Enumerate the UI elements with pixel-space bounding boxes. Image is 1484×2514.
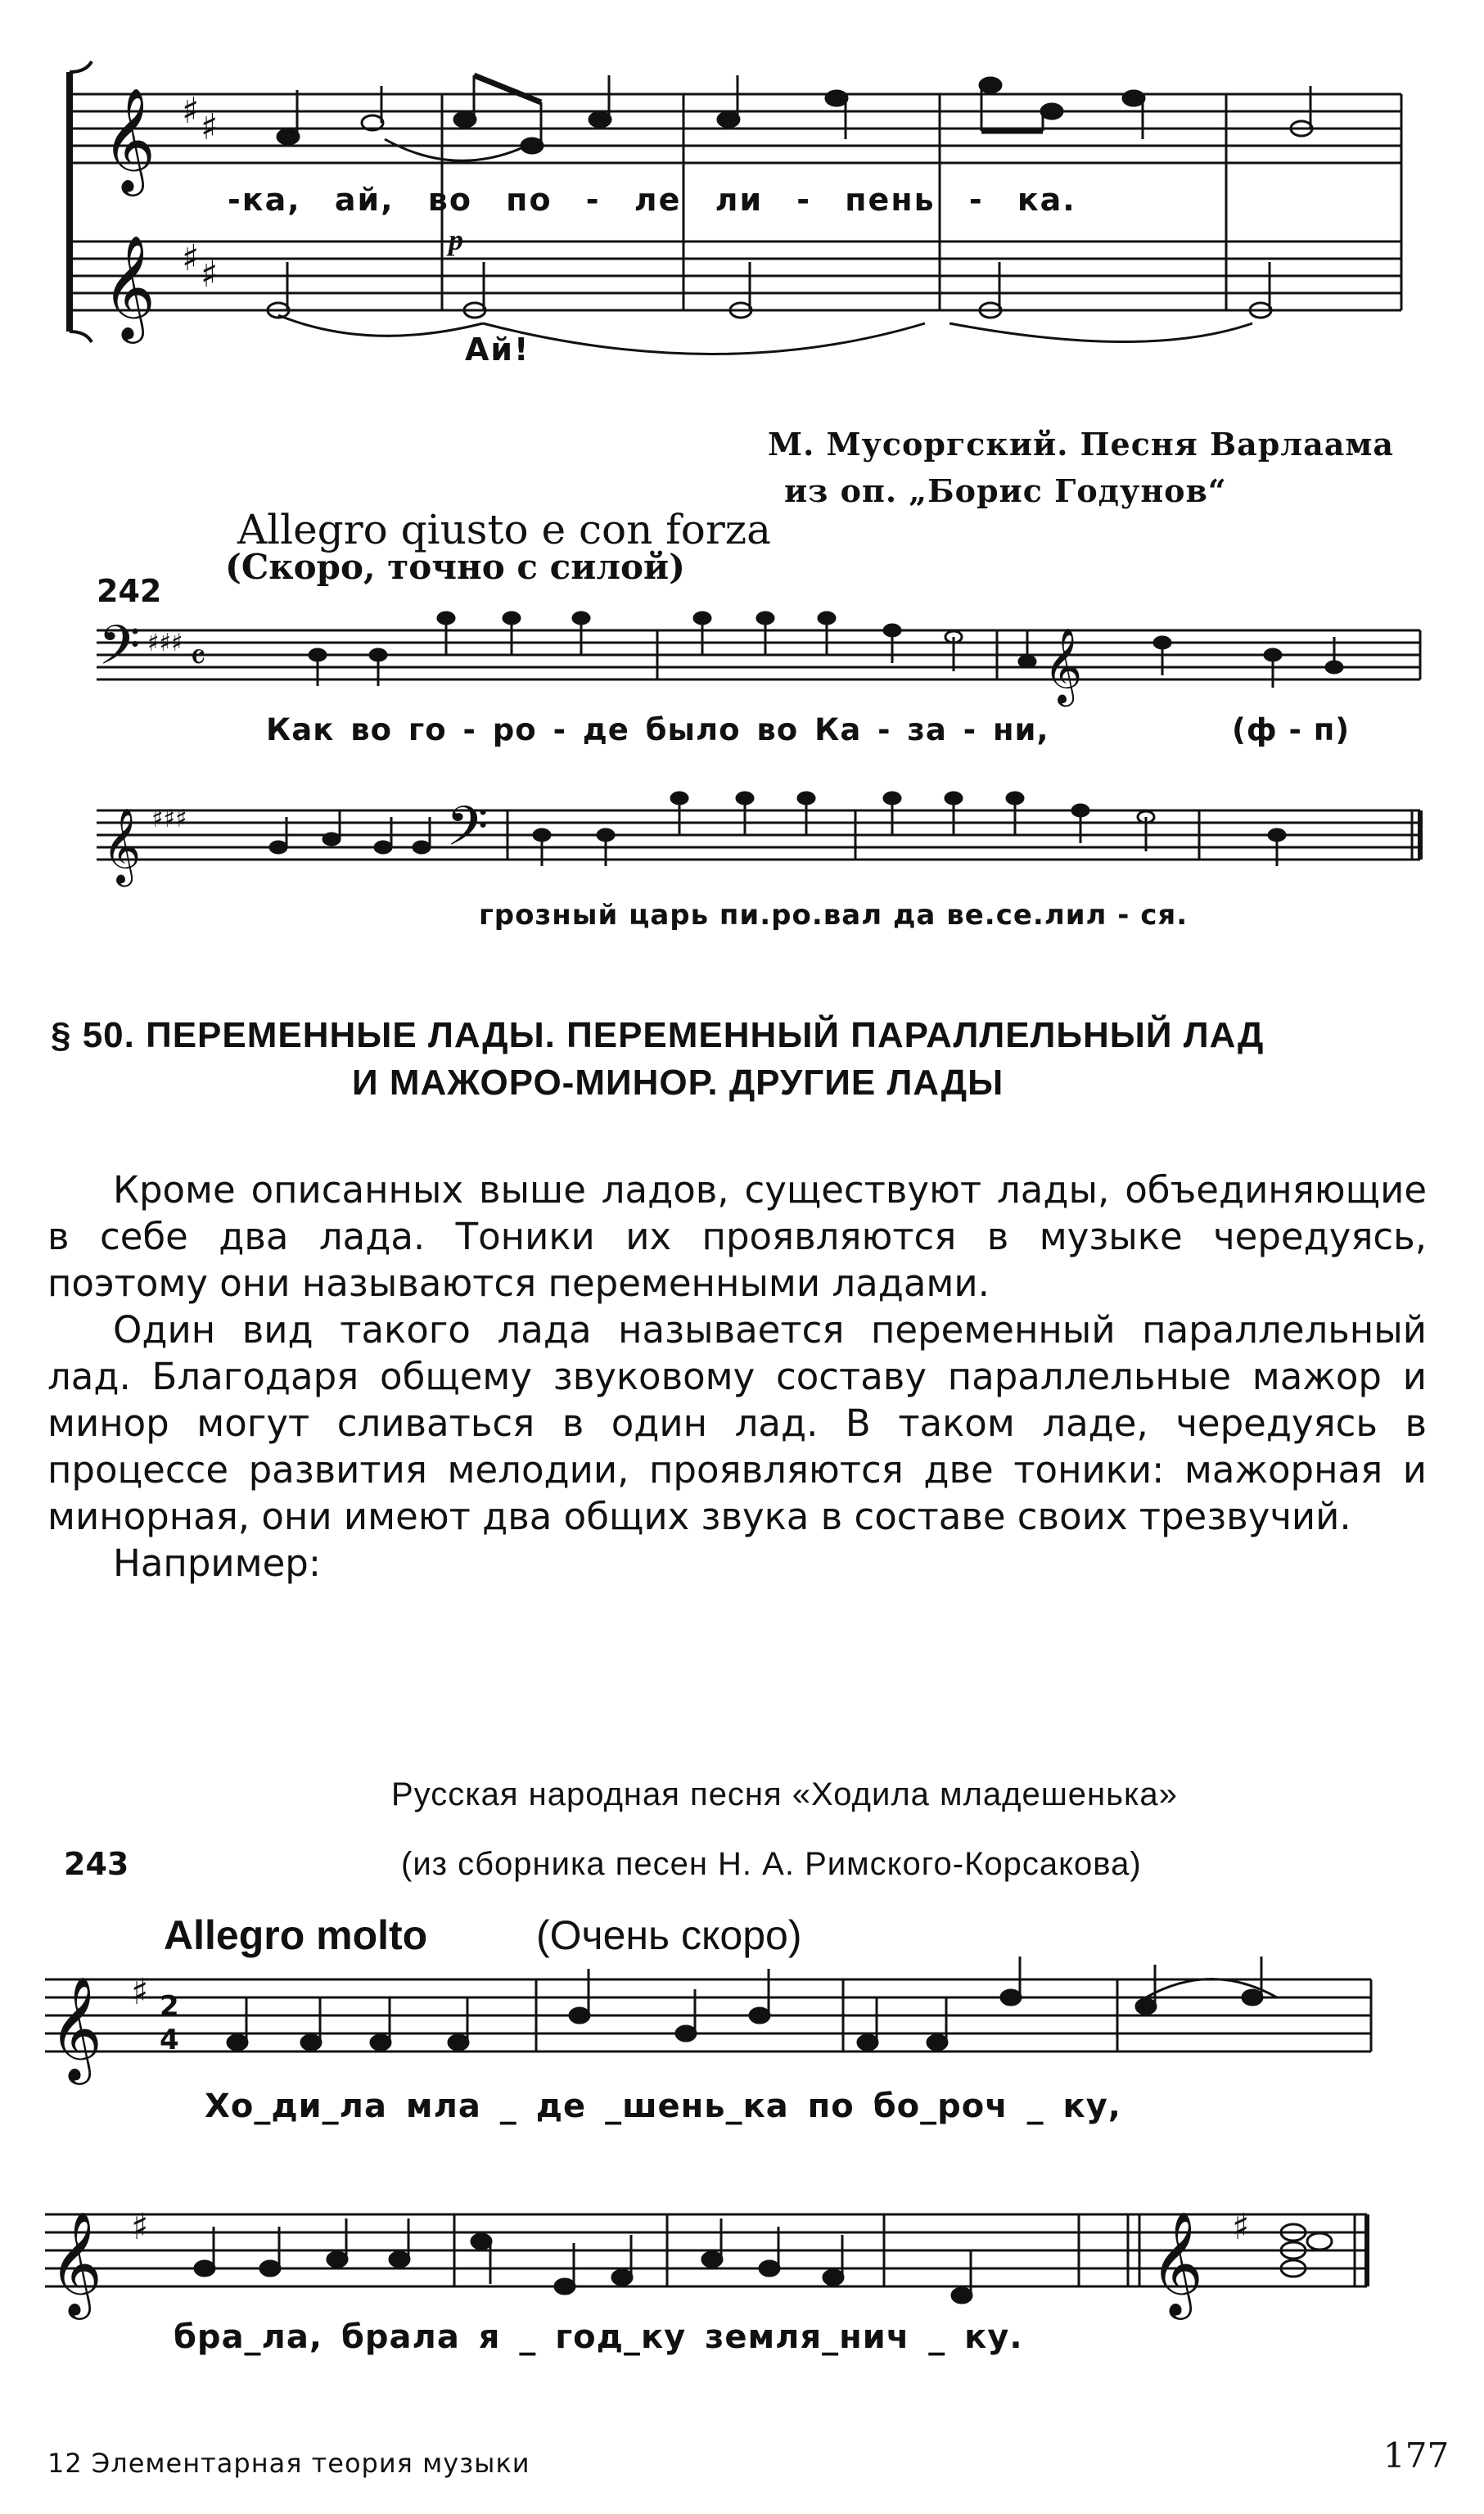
- ex243-attribution-line2: (из сборника песен Н. А. Римского-Корсакова): [401, 1846, 1142, 1882]
- ex242-tempo-translation: (Скоро, точно с силой): [225, 547, 685, 587]
- ex243-number: 243: [64, 1846, 129, 1882]
- ex243-tempo: Allegro molto: [164, 1912, 428, 1958]
- svg-text:♯: ♯: [182, 90, 200, 132]
- svg-text:𝄢: 𝄢: [446, 795, 489, 871]
- section-heading-line1: § 50. ПЕРЕМЕННЫЕ ЛАДЫ. ПЕРЕМЕННЫЙ ПАРАЛЛЕЛЬНЫЙ ЛАД: [51, 1015, 1265, 1055]
- top-example-lower-lyrics: Ай!: [465, 332, 530, 368]
- ex242-attribution-line1: М. Мусоргский. Песня Варлаама: [768, 426, 1394, 463]
- ex243-time-signature: [149, 1994, 151, 1995]
- svg-text:♯: ♯: [131, 1971, 149, 2013]
- svg-text:♯: ♯: [1232, 2206, 1250, 2248]
- bass-clef-icon: 𝄢: [98, 614, 141, 690]
- svg-text:♯: ♯: [201, 254, 219, 296]
- top-example-upper-lyrics: -ка, ай, во по - ле ли - пень - ка.: [228, 182, 1076, 218]
- svg-text:♯: ♯: [131, 2206, 149, 2248]
- svg-text:4: 4: [160, 2024, 179, 2056]
- ex242-lyrics-line2: грозный царь пи.ро.вал да ве.се.лил - ся.: [479, 899, 1189, 932]
- svg-text:𝄞: 𝄞: [49, 2210, 103, 2315]
- top-system-staff-upper: [70, 94, 1401, 163]
- paragraph-3: Например:: [113, 1541, 322, 1585]
- svg-text:♯♯♯: ♯♯♯: [147, 629, 183, 657]
- ex243-attribution-line1: Русская народная песня «Ходила младешенька»: [391, 1776, 1178, 1812]
- svg-text:♯: ♯: [182, 237, 200, 279]
- ex242-tempo: Allegro qiusto e con forza: [237, 506, 771, 553]
- ex242-staff-2: [97, 810, 1420, 860]
- ex242-lyrics-line1: Как во го - ро - де было во Ка - за - ни,: [266, 712, 1049, 747]
- svg-text:𝄞: 𝄞: [102, 807, 142, 883]
- treble-clef-icon: 𝄞: [102, 87, 156, 192]
- svg-text:𝄞: 𝄞: [102, 234, 156, 339]
- ex242-number: 242: [97, 573, 162, 609]
- page-number: 177: [1383, 2435, 1450, 2476]
- paragraph-2: Один вид такого лада называется переменный параллельный лад. Благодаря общему звуковому составу параллельные мажор и минор могут сливаться в один лад. В таком ладе, чередуясь в процессе развития мелодии, проявляются две тоники: мажорная и минорная, они имеют два общих звука в составе своих трезвучий.: [47, 1308, 1427, 1538]
- common-time-icon: 𝄴: [190, 637, 206, 679]
- section-heading-line2: И МАЖОРО-МИНОР. ДРУГИЕ ЛАДЫ: [352, 1063, 1004, 1103]
- ex243-lyrics-line1: Хо_ди_ла мла _ де _шень_ка по бо_роч _ ку,: [205, 2087, 1121, 2125]
- svg-text:𝄞: 𝄞: [1044, 627, 1083, 703]
- ex243-tempo-translation: (Очень скоро): [536, 1912, 802, 1958]
- svg-text:♯: ♯: [201, 106, 219, 148]
- svg-text:♯♯♯: ♯♯♯: [151, 805, 187, 833]
- ex242-lyrics-note: (ф - п): [1232, 712, 1351, 747]
- svg-text:𝄞: 𝄞: [49, 1975, 103, 2080]
- section-body: [47, 1167, 1427, 1586]
- ex242-staff-1: [97, 630, 1420, 679]
- footer-signature: 12 Элементарная теория музыки: [47, 2448, 530, 2479]
- svg-text:𝄞: 𝄞: [1150, 2210, 1204, 2315]
- ex243-lyrics-line2: бра_ла, брала я _ год_ку земля_нич _ ку.: [174, 2318, 1023, 2356]
- svg-text:2: 2: [160, 1990, 179, 2023]
- ex242-attribution-line2: из оп. „Борис Годунов“: [784, 472, 1227, 509]
- dynamic-marking: p: [449, 223, 463, 256]
- top-system-staff-lower: [70, 241, 1401, 310]
- paragraph-1: Кроме описанных выше ладов, существуют лады, объединяющие в себе два лада. Тоники их проявляются в музыке чередуясь, поэтому они называются переменными ладами.: [47, 1168, 1427, 1305]
